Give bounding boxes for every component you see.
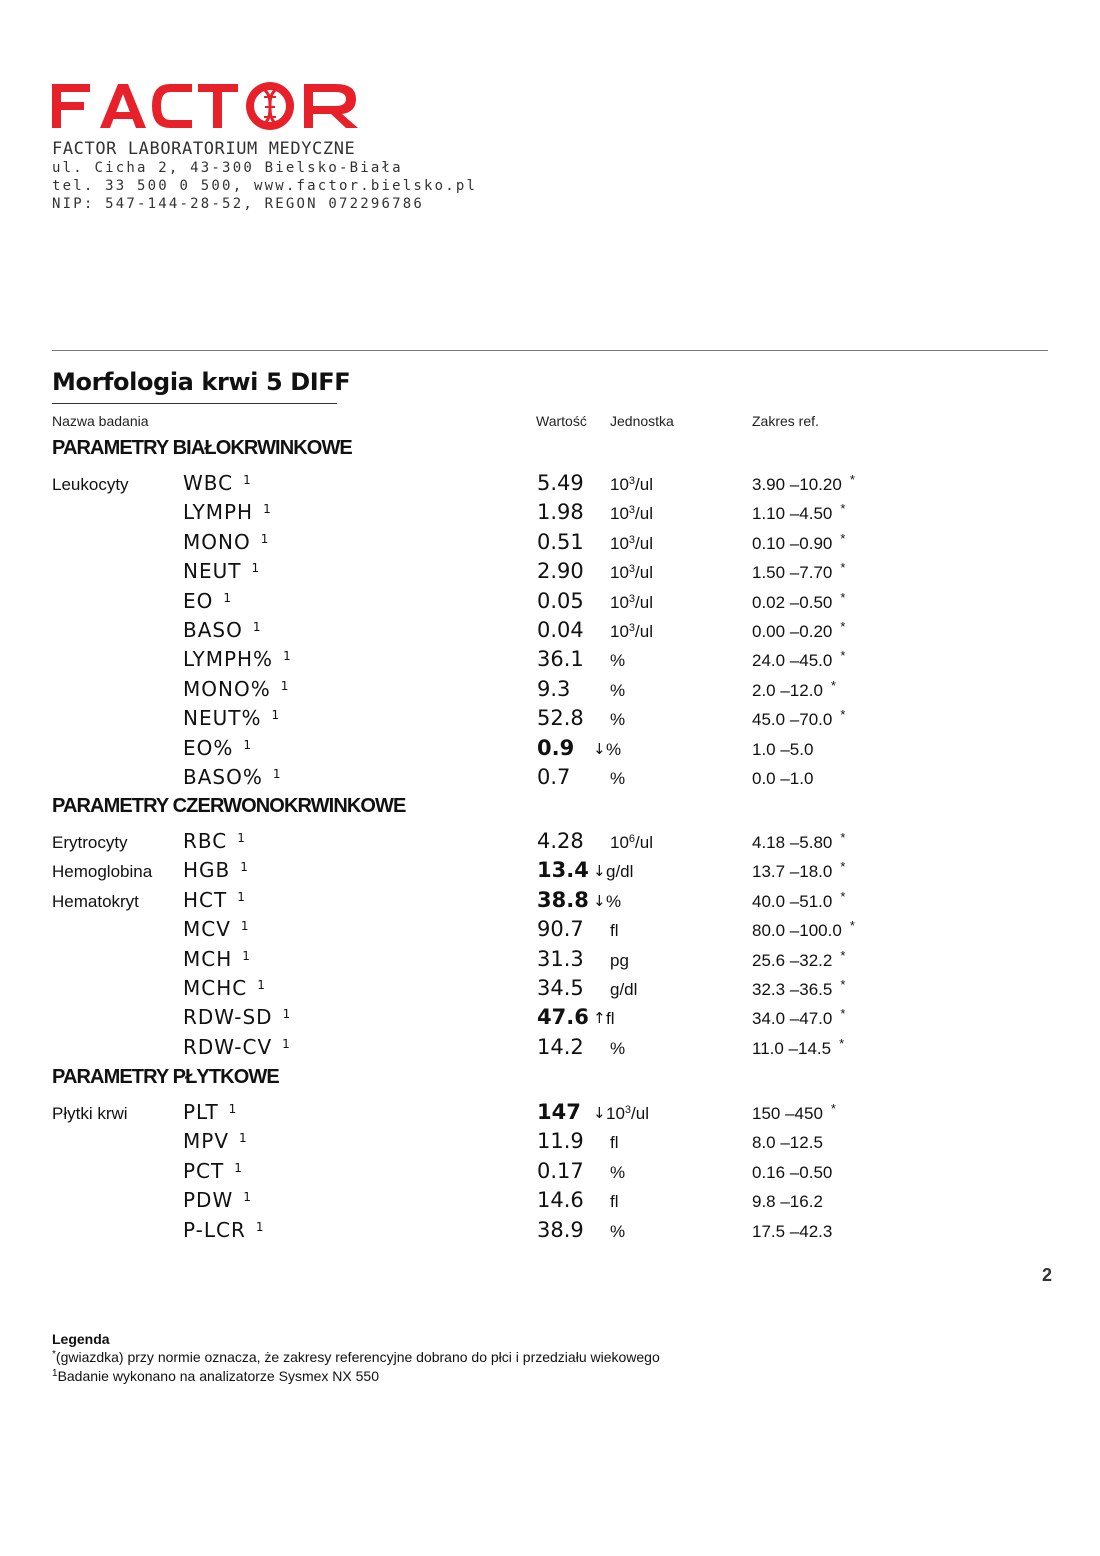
result-unit (610, 504, 653, 524)
test-footnote-mark: 1 (242, 948, 251, 963)
test-code (183, 829, 246, 853)
reference-range-text: 40.0 –51.0 (752, 891, 833, 911)
result-unit (606, 1104, 649, 1124)
lab-contact: tel. 33 500 0 500, www.factor.bielsko.pl (52, 178, 478, 194)
unit-base: 10 (610, 475, 629, 494)
reference-range (752, 1222, 832, 1242)
test-code (183, 917, 250, 941)
range-asterisk: * (840, 977, 846, 992)
section-title: PARAMETRY CZERWONOKRWINKOWE (52, 795, 406, 817)
reference-range (752, 560, 846, 583)
table-row (0, 706, 1100, 734)
table-row (0, 500, 1100, 528)
reference-range (752, 619, 846, 642)
range-asterisk: * (840, 859, 846, 875)
test-code (183, 1159, 243, 1183)
table-row (0, 589, 1100, 617)
unit-base: 10 (610, 563, 629, 583)
table-row (0, 647, 1100, 675)
table-row (0, 1100, 1100, 1128)
reference-range-text: 8.0 –12.5 (752, 1133, 823, 1153)
test-code-text: LYMPH (183, 500, 254, 525)
reference-range (752, 859, 846, 882)
result-value: 38.9 (537, 1217, 584, 1242)
reference-range-text: 0.02 –0.50 (752, 592, 833, 612)
test-footnote-mark: 1 (263, 502, 272, 517)
legend-one-symbol: 1 (52, 1368, 58, 1379)
reference-range (752, 472, 855, 495)
range-asterisk: * (849, 918, 855, 934)
reference-range-text: 80.0 –100.0 (752, 921, 842, 941)
reference-range-text: 1.10 –4.50 (752, 504, 833, 524)
result-value: 5.49 (537, 471, 584, 495)
lab-ids: NIP: 547-144-28-52, REGON 072296786 (52, 196, 425, 212)
table-row (0, 858, 1100, 886)
legend-star-line (52, 1349, 660, 1365)
reference-range (752, 1192, 823, 1212)
unit-suffix: /ul (631, 1104, 650, 1123)
reference-range (752, 1006, 846, 1029)
result-value: 0.7 (537, 765, 571, 789)
unit-base: % (610, 1038, 626, 1058)
test-code-text: MPV (183, 1129, 229, 1154)
result-value: 2.90 (537, 559, 584, 584)
test-code-text: MONO (183, 529, 251, 554)
result-value: 13.4 (537, 858, 589, 883)
test-footnote-mark: 1 (237, 889, 246, 904)
range-asterisk: * (840, 501, 846, 517)
unit-exponent: 3 (628, 622, 636, 634)
reference-range (752, 977, 846, 1000)
legend-title: Legenda (52, 1331, 110, 1347)
unit-base: % (610, 1162, 626, 1182)
test-footnote-mark: 1 (234, 1160, 243, 1175)
test-code-text: WBC (183, 471, 234, 495)
legend-star-text: (gwiazdka) przy normie oznacza, że zakresy referencyjne dobrano do płci i przedziału wiekowego (55, 1349, 660, 1365)
lab-address: ul. Cicha 2, 43-300 Bielsko-Biała (52, 160, 403, 176)
test-code (183, 888, 246, 912)
reference-range (752, 1163, 832, 1183)
reference-range (752, 830, 846, 853)
range-asterisk: * (840, 530, 846, 546)
reference-range (752, 1133, 823, 1153)
result-value: 14.2 (537, 1034, 584, 1059)
reference-range-text: 0.0 –1.0 (752, 769, 814, 788)
result-value: 0.05 (537, 588, 584, 613)
table-row (0, 1218, 1100, 1246)
unit-base: % (610, 710, 626, 730)
result-unit (606, 892, 621, 912)
test-code-text: EO% (183, 735, 234, 760)
test-code (183, 1005, 291, 1029)
table-row (0, 888, 1100, 916)
test-footnote-mark: 1 (243, 473, 252, 487)
unit-suffix: /ul (635, 622, 654, 641)
table-row (0, 677, 1100, 705)
reference-range (752, 740, 813, 760)
unit-exponent: 3 (628, 563, 636, 576)
result-unit (610, 622, 653, 642)
test-group-name: Hematokryt (52, 891, 139, 911)
test-code-text: MCH (183, 946, 233, 971)
test-code-text: LYMPH% (183, 647, 274, 672)
test-footnote-mark: 1 (282, 1007, 292, 1022)
result-value: 9.3 (537, 676, 571, 701)
test-code (183, 677, 289, 701)
result-unit (610, 921, 619, 941)
test-code (183, 765, 281, 789)
range-asterisk: * (840, 1006, 846, 1022)
test-footnote-mark: 1 (283, 649, 292, 664)
test-code-text: PDW (183, 1188, 234, 1213)
test-code (183, 736, 252, 760)
result-unit (610, 710, 625, 730)
arrow-down-icon: ↓ (593, 891, 606, 910)
result-value: 14.6 (537, 1188, 584, 1213)
reference-range-text: 9.8 –16.2 (752, 1192, 823, 1212)
test-code (183, 647, 292, 671)
unit-suffix: /ul (635, 592, 654, 612)
table-row (0, 559, 1100, 587)
reference-range-text: 3.90 –10.20 (752, 475, 842, 494)
unit-base: fl (606, 1009, 615, 1029)
table-row (0, 765, 1100, 793)
test-code (183, 1129, 248, 1153)
unit-base: % (610, 1221, 626, 1241)
lab-name: FACTOR LABORATORIUM MEDYCZNE (52, 139, 356, 159)
test-code (183, 1218, 264, 1242)
arrow-up-icon: ↑ (593, 1009, 606, 1028)
result-unit (610, 563, 653, 583)
test-code (183, 1188, 252, 1212)
range-asterisk: * (840, 560, 846, 576)
test-code (183, 947, 251, 971)
test-code-text: HGB (183, 858, 231, 883)
test-footnote-mark: 1 (240, 919, 250, 934)
test-code-text: MONO% (183, 676, 271, 701)
unit-base: g/dl (610, 980, 638, 999)
result-value: 0.17 (537, 1158, 584, 1183)
reference-range-text: 11.0 –14.5 (752, 1038, 832, 1058)
range-asterisk: * (839, 1035, 845, 1051)
reference-range (752, 589, 846, 613)
arrow-down-icon: ↓ (593, 739, 606, 758)
reference-range (752, 1101, 836, 1124)
test-footnote-mark: 1 (272, 767, 282, 781)
range-asterisk: * (849, 472, 855, 487)
legend-star-symbol: * (52, 1349, 56, 1360)
test-group-name: Leukocyty (52, 475, 129, 494)
test-code-text: MCV (183, 917, 231, 942)
range-asterisk: * (840, 648, 846, 664)
unit-base: % (610, 651, 626, 671)
range-asterisk: * (830, 1101, 836, 1116)
test-footnote-mark: 1 (251, 561, 261, 576)
test-code-text: RBC (183, 829, 228, 853)
col-header-value: Wartość (536, 413, 587, 429)
result-unit (610, 651, 625, 671)
unit-base: fl (610, 1192, 619, 1212)
result-unit (610, 1039, 625, 1059)
range-asterisk: * (840, 830, 846, 845)
reference-range-text: 0.10 –0.90 (752, 533, 833, 553)
reference-range (752, 947, 846, 971)
unit-base: 10 (606, 1104, 625, 1123)
unit-base: fl (610, 921, 619, 941)
test-footnote-mark: 1 (223, 590, 233, 605)
test-code-text: BASO% (183, 765, 263, 789)
reference-range-text: 2.0 –12.0 (752, 680, 823, 700)
result-unit (610, 980, 637, 1000)
test-footnote-mark: 1 (239, 1131, 248, 1146)
test-code (183, 530, 269, 554)
col-header-range: Zakres ref. (752, 413, 819, 429)
test-code-text: P-LCR (183, 1217, 246, 1242)
range-asterisk: * (840, 707, 846, 723)
result-unit (610, 951, 629, 971)
test-footnote-mark: 1 (271, 708, 281, 723)
result-unit (606, 740, 621, 760)
reference-range-text: 24.0 –45.0 (752, 651, 833, 671)
test-code (183, 618, 261, 642)
unit-exponent: 3 (628, 504, 636, 517)
reference-range (752, 677, 836, 701)
reference-range-text: 32.3 –36.5 (752, 980, 833, 999)
unit-base: % (606, 891, 622, 911)
table-row (0, 618, 1100, 646)
reference-range (752, 530, 846, 554)
table-row (0, 976, 1100, 1004)
reference-range-text: 45.0 –70.0 (752, 710, 833, 730)
test-code-text: EO (183, 588, 214, 613)
reference-range (752, 1035, 845, 1059)
range-asterisk: * (840, 888, 846, 904)
table-row (0, 1035, 1100, 1063)
test-footnote-mark: 1 (282, 1036, 291, 1051)
legend-analyzer-line (52, 1368, 379, 1384)
reference-range-text: 0.16 –0.50 (752, 1162, 833, 1182)
test-footnote-mark: 1 (255, 1219, 265, 1234)
arrow-down-icon: ↓ (593, 1104, 606, 1122)
result-value: 31.3 (537, 946, 584, 971)
reference-range (752, 918, 855, 941)
unit-base: g/dl (606, 862, 634, 882)
unit-suffix: /ul (635, 833, 654, 852)
result-value: 147 (537, 1100, 581, 1124)
unit-base: % (610, 769, 626, 788)
test-code-text: MCHC (183, 976, 248, 1000)
unit-exponent: 3 (628, 475, 636, 487)
test-footnote-mark: 1 (243, 1190, 252, 1205)
result-value: 52.8 (537, 706, 584, 731)
result-value: 11.9 (537, 1129, 584, 1154)
reference-range (752, 888, 846, 912)
result-value: 34.5 (537, 976, 584, 1000)
table-row (0, 471, 1100, 499)
report-title: Morfologia krwi 5 DIFF (52, 368, 351, 396)
test-footnote-mark: 1 (260, 531, 270, 546)
test-footnote-mark: 1 (237, 831, 246, 845)
result-unit (610, 1222, 625, 1242)
test-code-text: HCT (183, 887, 228, 912)
reference-range-text: 1.50 –7.70 (752, 563, 833, 583)
unit-exponent: 3 (624, 1104, 632, 1116)
title-underline (52, 403, 337, 404)
result-unit (610, 1192, 619, 1212)
unit-base: % (610, 680, 626, 700)
table-row (0, 1129, 1100, 1157)
result-value: 47.6 (537, 1005, 589, 1030)
table-row (0, 917, 1100, 945)
section-title: PARAMETRY BIAŁOKRWINKOWE (52, 437, 352, 459)
test-footnote-mark: 1 (243, 737, 253, 752)
test-footnote-mark: 1 (257, 978, 266, 992)
test-code (183, 1100, 237, 1124)
test-code (183, 589, 232, 613)
unit-exponent: 3 (628, 533, 636, 546)
reference-range-text: 34.0 –47.0 (752, 1009, 833, 1029)
unit-base: pg (610, 950, 629, 970)
reference-range-text: 13.7 –18.0 (752, 862, 833, 882)
table-row (0, 530, 1100, 558)
factor-logo (52, 80, 372, 132)
test-code (183, 706, 280, 730)
test-code (183, 559, 260, 583)
test-code (183, 1035, 291, 1059)
reference-range (752, 769, 813, 789)
unit-exponent: 6 (628, 833, 636, 845)
unit-base: fl (610, 1133, 619, 1153)
reference-range (752, 648, 846, 671)
unit-base: 10 (610, 622, 629, 641)
reference-range (752, 707, 846, 730)
test-footnote-mark: 1 (252, 620, 262, 634)
table-row (0, 1188, 1100, 1216)
unit-base: 10 (610, 504, 629, 524)
range-asterisk: * (830, 677, 836, 693)
result-value: 0.9 (537, 735, 575, 760)
result-value: 0.51 (537, 529, 584, 554)
col-header-unit: Jednostka (610, 413, 674, 429)
unit-suffix: /ul (635, 475, 654, 494)
reference-range-text: 0.00 –0.20 (752, 622, 833, 641)
test-code (183, 858, 249, 882)
test-code (183, 471, 252, 495)
test-code-text: PLT (183, 1100, 219, 1124)
result-unit (610, 475, 653, 495)
result-unit (610, 833, 653, 853)
table-row (0, 947, 1100, 975)
result-unit (610, 1133, 619, 1153)
reference-range-text: 1.0 –5.0 (752, 739, 814, 759)
result-unit (606, 1009, 615, 1029)
test-footnote-mark: 1 (228, 1102, 238, 1116)
result-unit (610, 1163, 625, 1183)
arrow-down-icon: ↓ (593, 862, 606, 881)
reference-range-text: 4.18 –5.80 (752, 833, 833, 852)
unit-base: 10 (610, 533, 629, 553)
table-row (0, 1159, 1100, 1187)
result-unit (610, 769, 625, 789)
header-divider (52, 350, 1048, 351)
reference-range (752, 501, 846, 524)
test-code-text: RDW-SD (183, 1005, 273, 1030)
result-value: 38.8 (537, 887, 589, 912)
result-unit (610, 681, 625, 701)
test-footnote-mark: 1 (240, 860, 249, 875)
unit-suffix: /ul (635, 504, 654, 524)
test-code-text: PCT (183, 1158, 225, 1183)
unit-suffix: /ul (635, 563, 654, 583)
table-row (0, 1005, 1100, 1033)
reference-range-text: 25.6 –32.2 (752, 950, 833, 970)
test-code-text: NEUT (183, 559, 242, 584)
test-group-name: Erytrocyty (52, 833, 128, 852)
result-value: 36.1 (537, 647, 584, 672)
test-footnote-mark: 1 (280, 678, 290, 693)
table-row (0, 829, 1100, 857)
edge-mark: 2 (1042, 1265, 1053, 1285)
range-asterisk: * (840, 619, 846, 634)
test-group-name: Hemoglobina (52, 862, 153, 882)
unit-exponent: 3 (628, 592, 636, 605)
range-asterisk: * (840, 947, 846, 963)
test-code (183, 976, 266, 1000)
legend-one-text: Badanie wykonano na analizatorze Sysmex NX 550 (57, 1368, 379, 1384)
test-code-text: BASO (183, 618, 243, 642)
result-value: 0.04 (537, 618, 584, 642)
section-title: PARAMETRY PŁYTKOWE (52, 1066, 279, 1088)
range-asterisk: * (840, 589, 846, 605)
result-value: 90.7 (537, 917, 584, 942)
unit-base: 10 (610, 833, 629, 852)
reference-range-text: 17.5 –42.3 (752, 1221, 833, 1241)
test-code-text: RDW-CV (183, 1034, 273, 1059)
test-code-text: NEUT% (183, 706, 262, 731)
test-group-name: Płytki krwi (52, 1104, 128, 1123)
result-unit (610, 593, 653, 613)
unit-base: 10 (610, 592, 629, 612)
result-value: 4.28 (537, 829, 584, 853)
unit-base: % (606, 739, 622, 759)
result-unit (606, 862, 633, 882)
unit-suffix: /ul (635, 533, 654, 553)
result-value: 1.98 (537, 500, 584, 525)
reference-range-text: 150 –450 (752, 1104, 823, 1123)
test-code (183, 500, 272, 524)
table-row (0, 736, 1100, 764)
col-header-name: Nazwa badania (52, 413, 149, 429)
result-unit (610, 534, 653, 554)
